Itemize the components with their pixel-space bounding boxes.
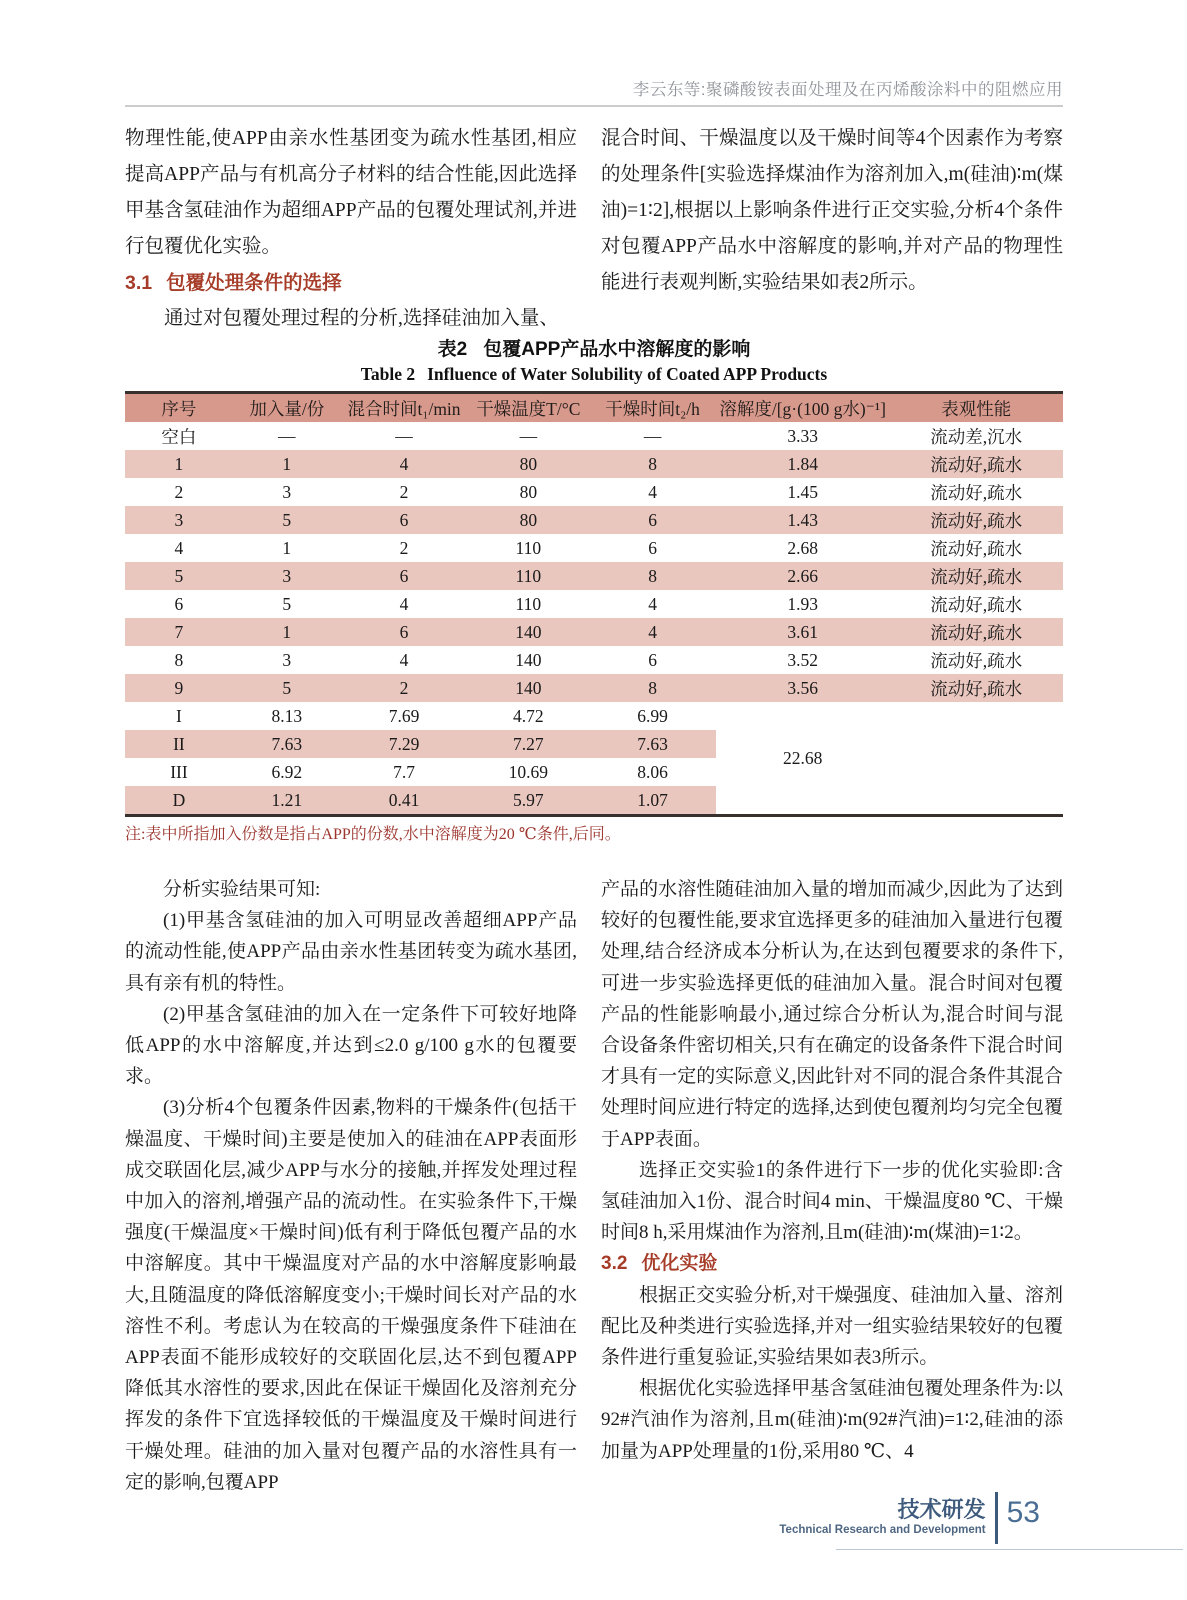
table2-cell: 流动好,疏水 [889,450,1063,478]
table2-header-row [125,393,1063,423]
table2-cell: 7.69 [388,705,420,726]
footer-section [779,1498,985,1538]
table2-cell: 6 [341,506,468,534]
table2-cell: 6 [174,593,184,614]
paragraph: (3)分析4个包覆条件因素,物料的干燥条件(包括干燥温度、干燥时间)主要是使加入的硅油在APP表面形成交联固化层,减少APP与水分的接触,并挥发处理过程中加入的溶剂,增强产品的流动性。在实验条件下,干燥强度(干燥温度×干燥时间)低有利于降低包覆产品的水中溶解度。其中干燥温度对产品的水中溶解度影响最大,且随温度的降低溶解度变小;干燥时间长对产品的水溶性不利。考虑认为在较高的干燥强度条件下硅油在APP表面不能形成较好的交联固化层,达不到包覆APP降低其水溶性的要求,因此在保证干燥固化及溶剂充分挥发的条件下宜选择较低的干燥温度及干燥时间进行干燥处理。硅油的加入量对包覆产品的水溶性具有一定的影响,包覆APP [125,1097,577,1493]
table2-cell: 110 [515,537,542,558]
paragraph: 物理性能,使APP由亲水性基团变为疏水性基团,相应提高APP产品与有机高分子材料的结合性能,因此选择甲基含氢硅油作为超细APP产品的包覆处理试剂,并进行包覆优化实验。 [125,128,577,257]
table2-cell: 3.61 [716,618,890,646]
table2-cell: 流动好,疏水 [930,538,1023,559]
table2-caption-en [125,362,1063,386]
table2-column-header: 溶解度/[g·(100 g水)⁻¹] [716,393,890,423]
paragraph: (1)甲基含氢硅油的加入可明显改善超细APP产品的流动性能,使APP产品由亲水性基团转变为疏水基团,具有亲有机的特性。 [125,910,577,994]
table2-column-header: 表观性能 [889,393,1063,423]
table2-cell: 空白 [161,426,197,447]
table2-cell: 7.27 [467,730,589,758]
table2-cell: 4.72 [513,705,544,726]
table2-cell: II [125,730,233,758]
top-left-column [125,121,577,337]
table2-row [125,422,1063,450]
table2-cell: 1 [282,537,292,558]
table2-cell: 4 [174,537,184,558]
table2-column-header: 加入量/份 [233,393,341,423]
table2-cell: 1 [233,450,341,478]
page-number: 53 [1006,1496,1040,1529]
table2-merged-solubility-cell: 22.68 [716,702,890,816]
table2-cell: 2 [399,481,409,502]
table2-summary-row [125,702,1063,730]
table2-cell: — [643,425,662,446]
table2-cell: 流动差,沉水 [930,426,1023,447]
table2-cell: 5 [282,593,292,614]
table2-cell: I [176,705,182,726]
table2-cell: 4 [648,593,657,614]
table2-row [125,590,1063,618]
table2-row [125,562,1063,590]
table2-cell: 6.92 [271,761,303,782]
table2-cell: 5 [233,506,341,534]
table2-cell: 3.33 [787,425,818,446]
table2-title-zh: 包覆APP产品水中溶解度的影响 [483,339,751,360]
top-columns [125,121,1063,337]
table2-cell: 8 [589,450,716,478]
table2-cell: III [170,761,188,782]
table2-cell: 8 [589,674,716,702]
table2-cell: 3 [282,481,292,502]
table2-cell: 3 [125,506,233,534]
table2-cell: 0.41 [341,786,468,816]
table2-column-header: 序号 [125,393,233,423]
footer-section-en: Technical Research and Development [779,1524,986,1536]
table2-cell: 4 [399,593,409,614]
paragraph: 分析实验结果可知: [163,879,321,900]
table2-cell: 1 [233,618,341,646]
paragraph: 选择正交实验1的条件进行下一步的优化实验即:含氢硅油加入1份、混合时间4 min、干燥温度80 ℃、干燥时间8 h,采用煤油作为溶剂,且m(硅油)∶m(煤油)=1∶2。 [601,1159,1063,1244]
table2-label-en: Table 2 [360,364,416,384]
section-number: 3.1 [125,272,153,294]
bottom-left-column [125,874,577,1498]
table2-cell: 2.66 [716,562,890,590]
table2-title-en: Influence of Water Solubility of Coated APP Products [427,364,828,384]
paragraph: 根据正交实验分析,对干燥强度、硅油加入量、溶剂配比及种类进行实验选择,并对一组实验结果较好的包覆条件进行重复验证,实验结果如表3所示。 [601,1284,1063,1369]
table2-cell: 8.13 [271,705,303,726]
section-heading-3-2 [601,1248,1063,1279]
table2-cell: 1.84 [716,450,890,478]
table2-cell: 3 [233,562,341,590]
table2-cell: 6 [341,562,468,590]
table2-cell: 3.52 [787,649,818,670]
table2-cell: 7.63 [233,730,341,758]
table2-cell: 110 [515,593,542,614]
table2-column-header: 干燥温度T/°C [467,393,589,423]
table2-cell: 6.99 [637,705,668,726]
table2-cell: 1 [125,450,233,478]
table2-cell: 4 [589,618,716,646]
table2-cell: 7.7 [393,761,415,782]
table2-cell: 流动好,疏水 [889,562,1063,590]
table2-cell: 4 [648,481,657,502]
table2-cell: 2 [174,481,184,502]
paragraph: (2)甲基含氢硅油的加入在一定条件下可较好地降低APP的水中溶解度,并达到≤2.0 g/100 g水的包覆要求。 [125,1003,577,1088]
section-number: 3.2 [601,1253,628,1275]
table2-cell: 140 [515,649,542,670]
table2-cell: 5 [233,674,341,702]
table2-cell: 7.29 [341,730,468,758]
table2-cell: 1.21 [233,786,341,816]
table2-cell: 流动好,疏水 [930,482,1023,503]
table2-cell: 流动好,疏水 [930,650,1023,671]
section-title: 包覆处理条件的选择 [166,272,342,294]
bottom-columns [125,874,1063,1498]
table2-cell: 8 [589,562,716,590]
table2-cell: 流动好,疏水 [889,618,1063,646]
table2-column-header: 混合时间t₁/min [341,393,468,423]
table2-row [125,646,1063,674]
table2-cell: 3.56 [716,674,890,702]
table2-label-zh: 表2 [437,339,468,360]
table2-row [125,618,1063,646]
table2-cell: 140 [467,618,589,646]
table2-cell: 5.97 [467,786,589,816]
table2 [125,391,1063,817]
table2-row [125,534,1063,562]
table2-cell: 80 [467,450,589,478]
table2-block [125,337,1063,846]
table2-row [125,674,1063,702]
table2-cell: 80 [467,506,589,534]
table2-cell: 6 [341,618,468,646]
footer-rule [836,1549,1183,1550]
table2-cell: D [125,786,233,816]
paragraph: 通过对包覆处理过程的分析,选择硅油加入量、 [164,308,559,329]
table2-cell: 流动好,疏水 [889,674,1063,702]
table2-cell: 4 [399,649,409,670]
table2-cell: 7 [125,618,233,646]
running-title: 李云东等:聚磷酸铵表面处理及在丙烯酸涂料中的阻燃应用 [632,81,1063,99]
table2-row [125,506,1063,534]
table2-cell: 1.93 [787,593,818,614]
table2-merged-appearance-cell [889,702,1063,816]
table2-column-header: 干燥时间t₂/h [589,393,716,423]
bottom-right-column [601,874,1063,1498]
table2-cell: 流动好,疏水 [930,594,1023,615]
paragraph: 根据优化实验选择甲基含氢硅油包覆处理条件为:以92#汽油作为溶剂,且m(硅油)∶m(92#汽油)=1∶2,硅油的添加量为APP处理量的1份,采用80 ℃、4 [601,1378,1063,1462]
table2-cell: 2 [341,674,468,702]
table2-cell: 4 [341,450,468,478]
paragraph: 产品的水溶性随硅油加入量的增加而减少,因此为了达到较好的包覆性能,要求宜选择更多的硅油加入量进行包覆处理,结合经济成本分析认为,在达到包覆要求的条件下,可进一步实验选择更低的硅油加入量。混合时间对包覆产品的性能影响最小,通过综合分析认为,混合时间与混合设备条件密切相关,只有在确定的设备条件下混合时间才具有一定的实际意义,因此针对不同的混合条件其混合处理时间应进行特定的选择,达到使包覆剂均匀完全包覆于APP表面。 [601,879,1063,1150]
header-rule [125,105,1063,107]
table2-cell: 9 [125,674,233,702]
table2-cell: 3 [282,649,292,670]
table2-cell: 110 [467,562,589,590]
section-title: 优化实验 [641,1253,718,1275]
table2-cell: 2 [399,537,409,558]
table2-cell: 1.07 [589,786,716,816]
table2-cell: 5 [125,562,233,590]
table2-body [125,422,1063,816]
table2-cell: 6 [589,506,716,534]
table2-row [125,478,1063,506]
table2-cell: 8 [174,649,184,670]
table2-cell: 7.63 [589,730,716,758]
table2-cell: 6 [648,649,657,670]
table2-cell: 6 [648,537,657,558]
paragraph: 混合时间、干燥温度以及干燥时间等4个因素作为考察的处理条件[实验选择煤油作为溶剂加入,m(硅油)∶m(煤油)=1∶2],根据以上影响条件进行正交实验,分析4个条件对包覆APP产品水中溶解度的影响,并对产品的物理性能进行表观判断,实验结果如表2所示。 [601,128,1063,293]
section-heading-3-1 [125,265,577,301]
table2-caption-zh [125,337,1063,362]
table2-cell: 1.45 [787,481,818,502]
table2-cell: 1.43 [716,506,890,534]
table2-cell: 8.06 [637,761,668,782]
table2-note: 注:表中所指加入份数是指占APP的份数,水中溶解度为20 ℃条件,后同。 [125,826,621,843]
table2-cell: 2.68 [787,537,818,558]
table2-row [125,450,1063,478]
table2-cell: — [519,425,538,446]
top-right-column [601,121,1063,337]
footer-divider [995,1492,998,1544]
page-footer [779,1492,1040,1544]
table2-cell: 10.69 [508,761,548,782]
table2-cell: — [395,425,413,446]
table2-cell: 140 [467,674,589,702]
table2-cell: 流动好,疏水 [889,506,1063,534]
table2-cell: — [278,425,296,446]
footer-section-zh: 技术研发 [897,1497,986,1522]
table2-cell: 80 [519,481,538,502]
